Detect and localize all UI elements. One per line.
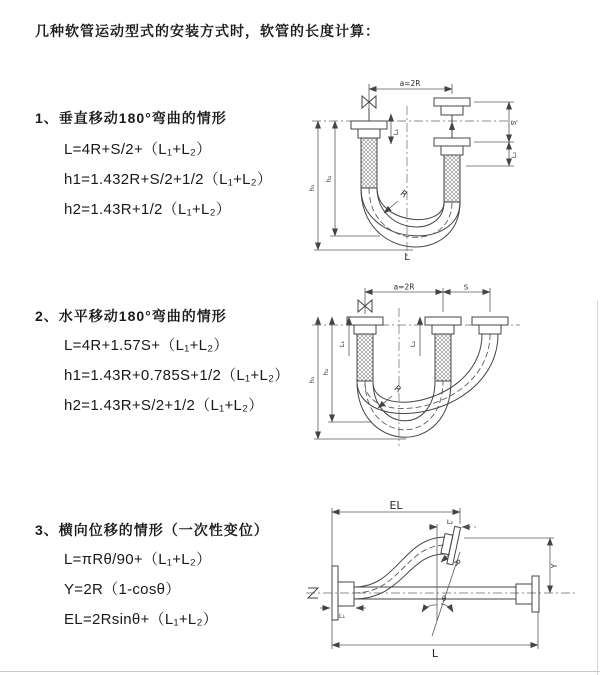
section-3-heading: 3、横向位移的情形（一次性变位） [35,522,269,538]
dimension-el [332,499,460,566]
dim-a-label: a=2R [399,79,421,88]
dimension-a-2r [365,283,490,315]
dim-l1-label: L₁ [338,612,346,620]
section-1-formula-h1: h1=1.432R+S/2+1/2（L₁+L₂） [64,171,273,188]
middle-fitting [425,317,461,381]
dimension-l2 [429,518,478,527]
dim-l1-label: L₁ [392,128,400,136]
dimension-y [464,538,559,593]
centerlines [312,308,520,446]
right-fitting-moved [472,317,508,334]
dim-y-label: Y [550,563,559,569]
dimension-s [466,102,518,166]
dim-l2-label: L₂ [446,518,454,526]
dimension-l1 [320,608,366,620]
radius-label: R [397,188,409,201]
section-3-formula-Y: Y=2R（1-cosθ） [64,581,181,598]
hose-curves [357,334,498,437]
dim-a-label: a=2R [393,282,415,292]
left-fitting [347,317,383,381]
section-2-formula-h1: h1=1.43R+0.785S+1/2（L₁+L₂） [64,367,290,384]
dim-el-label: EL [389,499,403,512]
centerlines [312,106,518,256]
dimension-l2 [409,317,420,356]
section-3-formula-EL: EL=2Rsinθ+（L₁+L₂） [64,611,218,628]
section-2-heading: 2、水平移动180°弯曲的情形 [35,308,227,324]
right-fitting [516,576,539,612]
dim-s-label: S [463,283,469,292]
dimension-l1 [391,114,400,144]
radius-leader [384,189,409,213]
dim-h2-label: h₂ [325,175,333,183]
radius-label: R [391,383,403,396]
section-1-formula-h2: h2=1.43R+1/2（L₁+L₂） [64,201,232,218]
dim-l-label: L [431,647,439,660]
section-3-formula-L: L=πRθ/90+（L₁+L₂） [64,551,212,568]
dim-h1-label: h₁ [308,376,316,384]
page-bottom-edge [0,671,600,672]
right-fitting [434,98,470,202]
diagram-horizontal-u-bend [310,284,550,456]
dim-l1-label: L₁ [338,340,346,348]
dim-h2-label: h₂ [322,368,330,376]
dimension-l [332,612,538,660]
dim-s-label: S [510,120,518,126]
dim-h1-label: h₁ [308,184,316,192]
section-2-formula-h2: h2=1.43R+S/2+1/2（L₁+L₂） [64,397,264,414]
radius-label: R [451,558,463,568]
diagram-vertical-u-bend [308,76,548,261]
page-right-edge [597,300,598,675]
stroke-direction-arrow [449,121,455,130]
section-2-formula-L: L=4R+1.57S+（L₁+L₂） [64,337,229,354]
length-label: L [404,252,410,263]
dim-l2-label: L₂ [510,151,518,159]
hose-displaced-position [354,525,461,599]
page-title: 几种软管运动型式的安装方式时，软管的长度计算： [35,23,380,39]
section-1-heading: 1、垂直移动180°弯曲的情形 [35,110,227,126]
diagram-lateral-displacement [298,498,583,663]
left-fitting [351,121,387,188]
dim-l2-label: L₂ [409,340,417,348]
angle-theta-label: θ [441,595,447,603]
section-1-formula-L: L=4R+S/2+（L₁+L₂） [64,141,212,158]
